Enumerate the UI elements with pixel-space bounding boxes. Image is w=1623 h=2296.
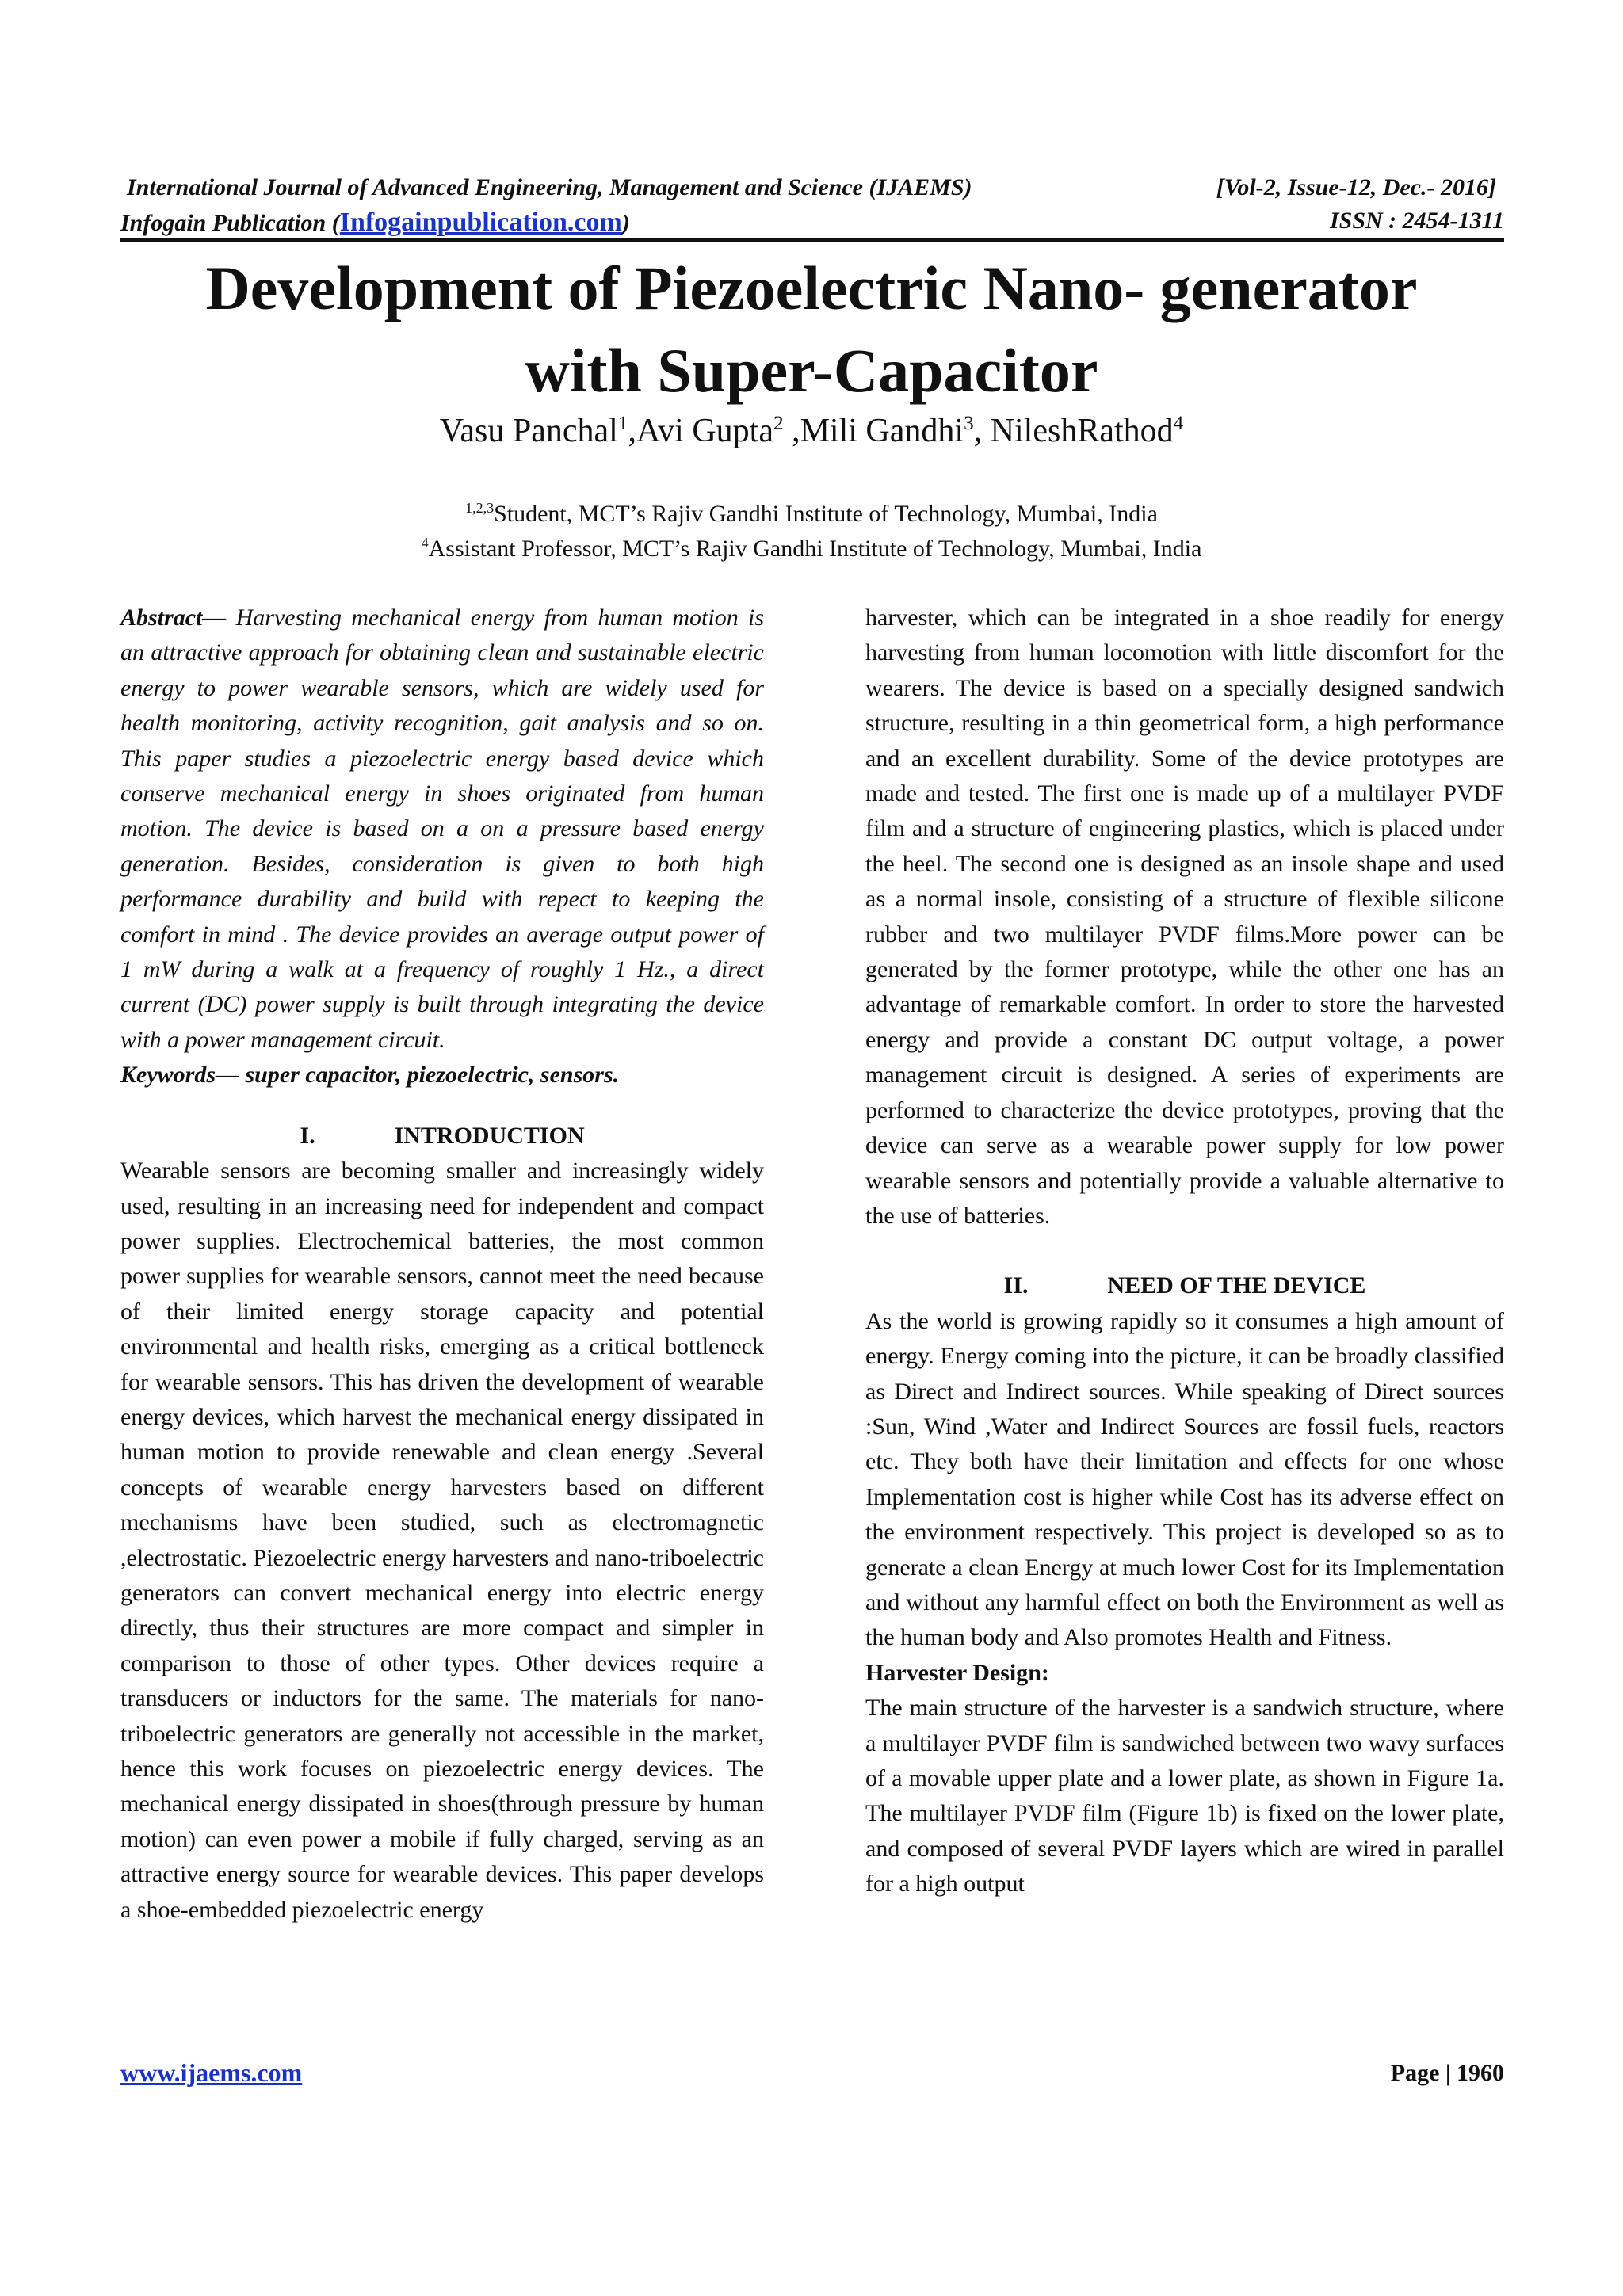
need-text: As the world is growing rapidly so it consumes a high amount of energy. Energy coming into the picture, it can be broadly classified as Direct and Indirect sources. While speaking of Direct sources :Sun, Wind ,Water and Indirect Sources are fossil fuels, reactors etc. They both have their limitation and effects for one whose Implementation cost is higher while Cost has its adverse effect on the environment respectively. This project is developed so as to generate a clean Energy at much lower Cost for its Implementation and without any harmful effect on both the Environment as well as the human body and Also promotes Health and Fitness. [865, 1307, 1504, 1651]
publisher-prefix: Infogain Publication ( [120, 210, 340, 236]
footer-website-link[interactable]: www.ijaems.com [120, 2058, 303, 2087]
harvester-design-text: The main structure of the harvester is a sandwich structure, where a multilayer PVDF film is sandwiched between two wavy surfaces of a movable upper plate and a lower plate, as shown in Figure 1a. The multilayer PVDF film (Figure 1b) is fixed on the lower plate, and composed of several PVDF layers which are wired in parallel for a high output [865, 1695, 1504, 1897]
publisher-line [120, 208, 1504, 238]
section-heading-introduction: I. INTRODUCTION [300, 1122, 585, 1149]
author: Mili Gandhi$^3$, [800, 413, 991, 449]
section-heading-need: II. NEED OF THE DEVICE [1003, 1272, 1366, 1299]
issn: ISSN : 2454-1311 [1329, 208, 1504, 234]
title-line-1: Development of Piezoelectric Nano- generator [205, 254, 1418, 322]
publisher-link[interactable]: Infogainpublication.com [339, 208, 622, 237]
subheading-harvester-design: Harvester Design: [865, 1659, 1049, 1686]
author: Vasu Panchal$^1$, [439, 413, 636, 449]
author-list [79, 412, 1544, 450]
abstract [120, 601, 764, 1058]
paper-title [79, 247, 1544, 412]
introduction-text-continued: harvester, which can be integrated in a shoe readily for energy harvesting from human locomotion with little discomfort for the wearers. The device is based on a specially designed sandwich structure, resulting in a thin geometrical form, a high performance and an excellent durability. Some of the device prototypes are made and tested. The first one is made up of a multilayer PVDF film and a structure of engineering plastics, which is placed under the heel. The second one is designed as an insole shape and used as a normal insole, consisting of a structure of flexible silicone rubber and two multilayer PVDF films.More power can be generated by the former prototype, while the other one has an advantage of remarkable comfort. In order to store the harvested energy and provide a constant DC output voltage, a power management circuit is designed. A series of experiments are performed to characterize the device prototypes, proving that the device can serve as a wearable power supply for low power wearable sensors and potentially provide a valuable alternative to the use of batteries. [865, 605, 1504, 1229]
volume-info: [Vol-2, Issue-12, Dec.- 2016] [1216, 174, 1496, 200]
header-rule [120, 238, 1504, 242]
author: NileshRathod$^4$ [990, 413, 1184, 449]
introduction-text: Wearable sensors are becoming smaller and increasingly widely used, resulting in an increasing need for independent and compact power supplies. Electrochemical batteries, the most common power supplies for wearable sensors, cannot meet the need because of their limited energy storage capacity and potential environmental and health risks, emerging as a critical bottleneck for wearable sensors. This has driven the development of wearable energy devices, which harvest the mechanical energy dissipated in human motion to provide renewable and clean energy .Several concepts of wearable energy harvesters based on different mechanisms have been studied, such as electromagnetic ,electrostatic. Piezoelectric energy harvesters and nano-triboelectric generators can convert mechanical energy into electric energy directly, thus their structures are more compact and simpler in comparison to those of other types. Other devices require a transducers or inductors for the same. The materials for nano-triboelectric generators are generally not accessible in the market, hence this work focuses on piezoelectric energy devices. The mechanical energy dissipated in shoes(through pressure by human motion) can even power a mobile if fully charged, serving as an attractive energy source for wearable devices. This paper develops a shoe-embedded piezoelectric energy [120, 1158, 764, 1923]
page-number: Page | 1960 [1390, 2060, 1504, 2086]
left-column [120, 601, 764, 1928]
publisher [120, 208, 630, 238]
author: Avi Gupta$^2$ , [636, 413, 800, 449]
abstract-text: Harvesting mechanical energy from human motion is an attractive approach for obtaining clean and sustainable electric energy to power wearable sensors, which are widely used for health monitoring, activity recognition, gait analysis and so on. This paper studies a piezoelectric energy based device which conserve mechanical energy in shoes originated from human motion. The device is based on a on a pressure based energy generation. Besides, consideration is given to both high performance durability and build with repect to keeping the comfort in mind . The device provides an average output power of 1 mW during a walk at a frequency of roughly 1 Hz., a direct current (DC) power supply is built through integrating the device with a power management circuit. [120, 605, 764, 1053]
affiliation: $^{1,2,3}$Student, MCT’s Rajiv Gandhi Institute of Technology, Mumbai, India [465, 500, 1158, 527]
running-header [127, 174, 1496, 201]
keywords: Keywords— super capacitor, piezoelectric, sensors. [120, 1062, 620, 1089]
abstract-label: Abstract— [120, 605, 227, 631]
publisher-suffix: ) [621, 210, 630, 236]
title-line-2: with Super-Capacitor [525, 336, 1098, 405]
journal-name: International Journal of Advanced Engineering, Management and Science (IJAEMS) [127, 174, 972, 200]
affiliation: $^4$Assistant Professor, MCT’s Rajiv Gandhi Institute of Technology, Mumbai, India [421, 535, 1202, 562]
right-column [865, 601, 1504, 1902]
